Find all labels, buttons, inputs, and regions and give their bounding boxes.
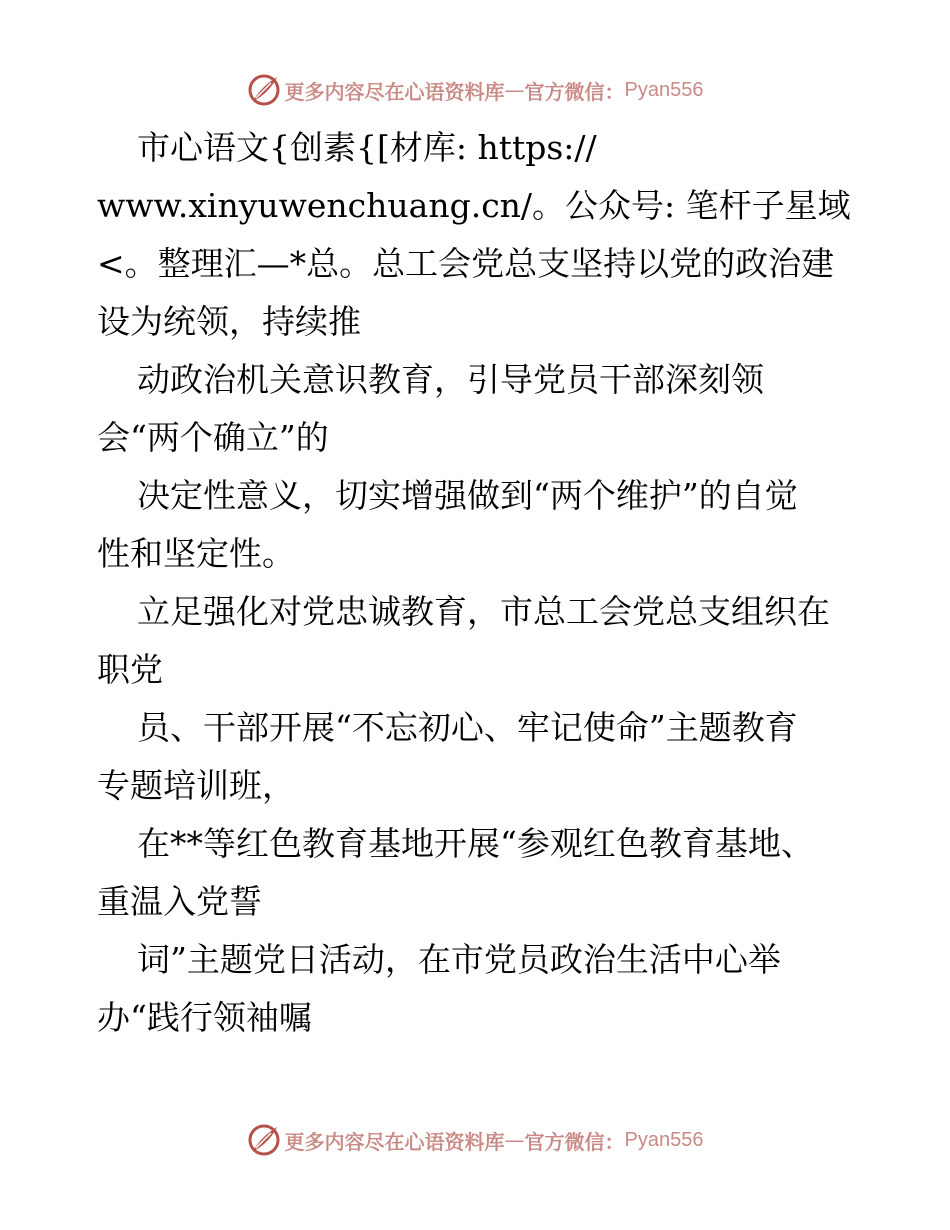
feather-quill-logo-icon (247, 1123, 281, 1157)
body-line: 职党 (97, 650, 163, 689)
banner-wechat-id: Pyan556 (624, 1128, 704, 1151)
body-line: www.xinyuwenchuang.cn/。公众号: 笔杆子星域 (97, 186, 851, 225)
body-line: 重温入党誓 (97, 882, 262, 921)
body-line: 设为统领，持续推 (97, 302, 361, 341)
header-banner (0, 70, 950, 110)
banner-wechat-label: 官方微信： (524, 1129, 625, 1154)
body-line: 立足强化对党忠诚教育，市总工会党总支组织在 (137, 592, 830, 631)
banner-wechat-id: Pyan556 (624, 78, 704, 101)
body-line: 办“践行领袖嘱 (97, 998, 312, 1037)
body-line: 在**等红色教育基地开展“参观红色教育基地、 (137, 824, 814, 863)
body-line: 专题培训班， (97, 766, 295, 805)
banner-separator: — (504, 78, 525, 102)
body-line: 动政治机关意识教育，引导党员干部深刻领 (137, 360, 764, 399)
body-line: 性和坚定性。 (97, 534, 295, 573)
body-line: 会“两个确立”的 (97, 418, 329, 457)
body-line: 市心语文{创素{[材库: https:// (137, 128, 597, 167)
body-line: 决定性意义，切实增强做到“两个维护”的自觉 (137, 476, 798, 515)
body-line: 词”主题党日活动，在市党员政治生活中心举 (137, 940, 781, 979)
feather-quill-logo-icon (247, 73, 281, 107)
banner-site-name: 更多内容尽在心语资料库 (284, 1129, 505, 1154)
body-line: 员、干部开展“不忘初心、牢记使命”主题教育 (137, 708, 798, 747)
banner-wechat-label: 官方微信： (524, 79, 625, 104)
body-line: <。整理汇—*总。总工会党总支坚持以党的政治建 (97, 244, 835, 283)
banner-separator: — (504, 1128, 525, 1152)
banner-site-name: 更多内容尽在心语资料库 (284, 79, 505, 104)
footer-banner (0, 1120, 950, 1160)
